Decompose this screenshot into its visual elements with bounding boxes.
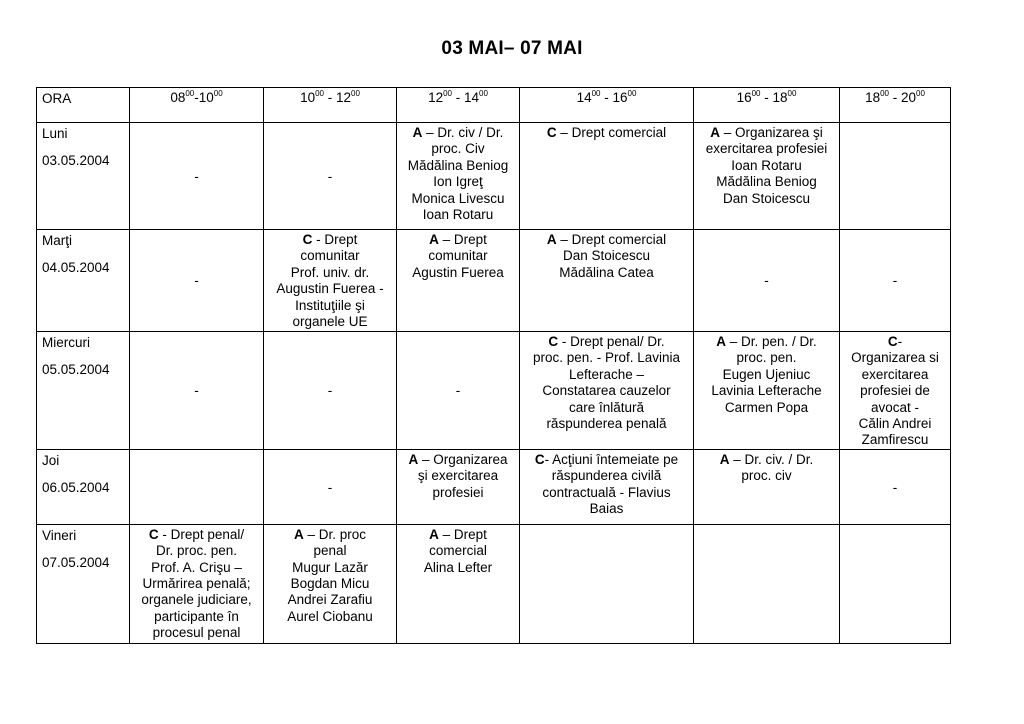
course-text: – Organizarea şi bbox=[719, 125, 823, 140]
course-line bbox=[266, 281, 394, 297]
course-line bbox=[266, 298, 394, 314]
header-slot: $08^{00}-10^{00}$ bbox=[130, 88, 264, 123]
course-text: Ioan Rotaru bbox=[422, 207, 494, 223]
course-line bbox=[696, 452, 837, 468]
schedule-cell bbox=[520, 332, 694, 450]
course-line bbox=[696, 400, 837, 416]
course-line bbox=[266, 609, 394, 625]
course-line bbox=[842, 334, 948, 350]
course-line bbox=[132, 609, 261, 625]
course-text: proc. pen. - Prof. Lavinia bbox=[532, 350, 681, 366]
course-text: Instituţiile şi bbox=[295, 297, 365, 313]
schedule-table bbox=[36, 87, 951, 644]
course-line bbox=[399, 468, 517, 484]
course-text: - Drept bbox=[312, 232, 358, 247]
course-line bbox=[522, 400, 691, 416]
empty-dash: - bbox=[455, 383, 461, 399]
course-text: – Organizarea bbox=[418, 451, 508, 467]
course-text: Dan Stoicescu bbox=[722, 190, 811, 206]
course-line bbox=[399, 232, 517, 248]
day-cell bbox=[37, 332, 130, 450]
course-type-code: A bbox=[719, 451, 730, 467]
course-line bbox=[266, 592, 394, 608]
course-line bbox=[266, 576, 394, 592]
course-text: proc. civ bbox=[741, 468, 792, 484]
day-cell bbox=[37, 123, 130, 230]
schedule-cell bbox=[694, 230, 840, 332]
course-text: profesiei de bbox=[860, 383, 930, 399]
course-line bbox=[696, 334, 837, 350]
course-line bbox=[266, 560, 394, 576]
course-line bbox=[522, 468, 691, 484]
day-date: 07.05.2004 bbox=[42, 554, 110, 570]
course-line bbox=[696, 174, 837, 190]
header-slot: $10^{00} - 12^{00}$ bbox=[264, 88, 397, 123]
course-line bbox=[399, 527, 517, 543]
course-line bbox=[842, 400, 948, 416]
course-type-code: C bbox=[302, 232, 313, 247]
course-text: Ioan Rotaru bbox=[731, 157, 802, 173]
course-line bbox=[696, 383, 837, 399]
course-text: Lefterache – bbox=[568, 366, 645, 382]
empty-dash: - bbox=[327, 479, 333, 495]
course-line bbox=[132, 625, 261, 641]
course-text: Aurel Ciobanu bbox=[287, 608, 373, 624]
course-text: proc. pen. bbox=[736, 350, 797, 366]
course-line bbox=[842, 432, 948, 448]
course-line bbox=[399, 452, 517, 468]
course-type-code: A bbox=[716, 334, 726, 349]
course-text: – Drept comercial bbox=[556, 125, 667, 140]
schedule-cell bbox=[264, 449, 397, 524]
schedule-cell bbox=[840, 524, 951, 643]
schedule-cell bbox=[520, 123, 694, 230]
day-cell bbox=[37, 524, 130, 643]
course-line bbox=[522, 248, 691, 264]
course-line bbox=[266, 314, 394, 330]
course-text: procesul penal bbox=[152, 625, 241, 641]
course-type-code: A bbox=[293, 526, 304, 542]
course-text: - Drept penal/ Dr. bbox=[558, 334, 665, 349]
course-type-code: A bbox=[546, 232, 557, 247]
header-slot: $12^{00} - 14^{00}$ bbox=[397, 88, 520, 123]
header-slot: $14^{00} - 16^{00}$ bbox=[520, 88, 694, 123]
course-line bbox=[842, 383, 948, 399]
schedule-cell bbox=[264, 524, 397, 643]
course-text: participante în bbox=[154, 608, 239, 624]
course-line bbox=[696, 158, 837, 174]
course-line bbox=[696, 141, 837, 157]
course-type-code: A bbox=[429, 526, 439, 542]
schedule-cell bbox=[130, 332, 264, 450]
course-text: Baias bbox=[589, 501, 624, 517]
course-line bbox=[842, 367, 948, 383]
course-line bbox=[842, 350, 948, 366]
course-text: Carmen Popa bbox=[724, 399, 809, 415]
course-text: Bogdan Micu bbox=[290, 576, 370, 592]
empty-dash: - bbox=[892, 479, 898, 495]
course-text: Organizarea si bbox=[851, 350, 939, 366]
schedule-cell bbox=[264, 230, 397, 332]
schedule-cell bbox=[694, 449, 840, 524]
course-text: organele UE bbox=[292, 314, 368, 330]
day-name: Vineri bbox=[42, 527, 77, 543]
course-text: – Drept comercial bbox=[556, 232, 667, 247]
course-text: – Dr. civ. / Dr. bbox=[729, 451, 814, 467]
course-line bbox=[522, 350, 691, 366]
header-row bbox=[37, 88, 951, 123]
schedule-cell bbox=[840, 230, 951, 332]
schedule-cell bbox=[694, 332, 840, 450]
course-line bbox=[399, 265, 517, 281]
day-name: Luni bbox=[42, 126, 68, 141]
course-type-code: C bbox=[887, 334, 898, 349]
course-text: Prof. A. Crişu – bbox=[151, 559, 242, 575]
course-line bbox=[696, 191, 837, 207]
day-row bbox=[37, 524, 951, 643]
course-line bbox=[132, 592, 261, 608]
day-row bbox=[37, 449, 951, 524]
course-text: – Drept bbox=[438, 232, 487, 247]
schedule-cell bbox=[130, 524, 264, 643]
course-type-code: C bbox=[548, 334, 559, 349]
empty-dash: - bbox=[892, 273, 898, 289]
course-text: – Dr. civ / Dr. bbox=[422, 125, 504, 140]
day-cell bbox=[37, 449, 130, 524]
course-text: profesiei bbox=[432, 484, 484, 500]
header-slot: $16^{00} - 18^{00}$ bbox=[694, 88, 840, 123]
empty-dash: - bbox=[327, 168, 333, 184]
course-line bbox=[132, 527, 261, 543]
course-line bbox=[399, 207, 517, 223]
empty-dash: - bbox=[194, 383, 199, 399]
course-line bbox=[522, 485, 691, 501]
course-text: penal bbox=[313, 543, 347, 559]
course-line bbox=[696, 367, 837, 383]
course-line bbox=[399, 174, 517, 190]
course-text: Dr. proc. pen. bbox=[155, 543, 238, 559]
course-line bbox=[266, 232, 394, 248]
day-row bbox=[37, 332, 951, 450]
course-text: comunitar bbox=[300, 248, 360, 264]
schedule-cell bbox=[840, 123, 951, 230]
day-row bbox=[37, 123, 951, 230]
course-text: şi exercitarea bbox=[417, 468, 499, 484]
day-date: 03.05.2004 bbox=[42, 153, 110, 168]
course-text: Zamfirescu bbox=[861, 432, 929, 448]
day-row bbox=[37, 230, 951, 332]
course-text: Ion Igreţ bbox=[433, 174, 483, 190]
day-date: 04.05.2004 bbox=[42, 260, 110, 275]
course-line bbox=[132, 543, 261, 559]
course-text: răspunderea penală bbox=[546, 416, 667, 432]
course-text: exercitarea profesiei bbox=[705, 141, 828, 157]
course-type-code: A bbox=[710, 125, 720, 140]
course-line bbox=[266, 543, 394, 559]
course-text: Mădălina Beniog bbox=[716, 174, 817, 190]
schedule-cell bbox=[397, 332, 520, 450]
course-type-code: A bbox=[429, 232, 439, 247]
schedule-cell bbox=[694, 524, 840, 643]
course-text: – Dr. pen. / Dr. bbox=[725, 334, 817, 349]
course-line bbox=[696, 350, 837, 366]
course-text: - bbox=[897, 334, 903, 349]
course-text: Andrei Zarafiu bbox=[287, 592, 373, 608]
day-name: Marţi bbox=[42, 233, 72, 248]
empty-dash: - bbox=[194, 273, 199, 289]
course-text: – Dr. proc bbox=[303, 526, 367, 542]
course-text: Alina Lefter bbox=[423, 559, 493, 575]
course-text: Dan Stoicescu bbox=[562, 248, 651, 264]
header-ora: ORA bbox=[37, 88, 130, 123]
course-text: Constatarea cauzelor bbox=[542, 383, 671, 399]
course-line bbox=[522, 367, 691, 383]
course-line bbox=[696, 125, 837, 141]
schedule-cell bbox=[397, 230, 520, 332]
course-type-code: A bbox=[408, 451, 419, 467]
course-text: care înlătură bbox=[568, 399, 645, 415]
empty-dash: - bbox=[194, 168, 199, 184]
course-line bbox=[399, 141, 517, 157]
schedule-cell bbox=[840, 449, 951, 524]
course-line bbox=[399, 560, 517, 576]
schedule-cell bbox=[520, 449, 694, 524]
schedule-cell bbox=[130, 123, 264, 230]
course-text: Augustin Fuerea - bbox=[276, 281, 384, 297]
course-line bbox=[399, 191, 517, 207]
empty-dash: - bbox=[327, 383, 333, 399]
course-type-code: C bbox=[148, 526, 159, 542]
course-text: răspunderea civilă bbox=[551, 468, 662, 484]
course-text: exercitarea bbox=[861, 366, 929, 382]
empty-dash: - bbox=[764, 273, 769, 289]
course-text: - Drept penal/ bbox=[158, 526, 245, 542]
course-line bbox=[399, 158, 517, 174]
schedule-cell bbox=[397, 449, 520, 524]
course-type-code: C bbox=[546, 125, 557, 140]
page-title: 03 MAI– 07 MAI bbox=[441, 38, 583, 59]
course-text: Mugur Lazăr bbox=[292, 559, 368, 575]
course-text: Monica Livescu bbox=[411, 190, 505, 206]
course-line bbox=[266, 527, 394, 543]
course-line bbox=[522, 452, 691, 468]
course-text: Agustin Fuerea bbox=[412, 264, 504, 280]
header-slot: $18^{00} - 20^{00}$ bbox=[840, 88, 951, 123]
schedule-cell bbox=[397, 524, 520, 643]
course-line bbox=[399, 125, 517, 141]
course-line bbox=[399, 543, 517, 559]
course-line bbox=[132, 576, 261, 592]
schedule-cell bbox=[130, 230, 264, 332]
course-text: Mădălina Catea bbox=[559, 264, 654, 280]
course-text: comunitar bbox=[428, 248, 488, 264]
course-line bbox=[842, 416, 948, 432]
course-text: Urmărirea penală; bbox=[142, 576, 251, 592]
course-line bbox=[522, 125, 691, 141]
day-name: Joi bbox=[42, 452, 60, 468]
course-type-code: A bbox=[412, 125, 423, 140]
course-text: – Drept bbox=[438, 526, 487, 542]
schedule-cell bbox=[397, 123, 520, 230]
course-line bbox=[399, 485, 517, 501]
course-line bbox=[522, 334, 691, 350]
schedule-cell bbox=[130, 449, 264, 524]
course-text: avocat - bbox=[870, 399, 920, 415]
course-line bbox=[522, 416, 691, 432]
schedule-cell bbox=[264, 332, 397, 450]
day-date: 05.05.2004 bbox=[42, 362, 110, 377]
schedule-cell bbox=[520, 524, 694, 643]
course-line bbox=[399, 248, 517, 264]
schedule-cell bbox=[840, 332, 951, 450]
course-text: Eugen Ujeniuc bbox=[722, 366, 811, 382]
course-line bbox=[132, 560, 261, 576]
course-line bbox=[522, 383, 691, 399]
course-line bbox=[522, 501, 691, 517]
day-date: 06.05.2004 bbox=[42, 479, 110, 495]
course-text: comercial bbox=[429, 543, 487, 559]
course-line bbox=[266, 265, 394, 281]
course-text: Mădălina Beniog bbox=[407, 157, 509, 173]
course-text: contractuală - Flavius bbox=[542, 484, 671, 500]
course-line bbox=[266, 248, 394, 264]
course-text: - Acţiuni întemeiate pe bbox=[544, 451, 679, 467]
course-line bbox=[522, 232, 691, 248]
course-text: Prof. univ. dr. bbox=[290, 264, 370, 280]
course-text: proc. Civ bbox=[431, 141, 485, 157]
schedule-cell bbox=[520, 230, 694, 332]
schedule-cell bbox=[694, 123, 840, 230]
course-text: Lavinia Lefterache bbox=[711, 383, 822, 399]
day-name: Miercuri bbox=[42, 335, 91, 350]
course-text: organele judiciare, bbox=[141, 592, 252, 608]
course-line bbox=[696, 468, 837, 484]
day-cell bbox=[37, 230, 130, 332]
course-line bbox=[522, 265, 691, 281]
course-type-code: C bbox=[534, 451, 545, 467]
course-text: Călin Andrei bbox=[858, 416, 932, 432]
schedule-cell bbox=[264, 123, 397, 230]
